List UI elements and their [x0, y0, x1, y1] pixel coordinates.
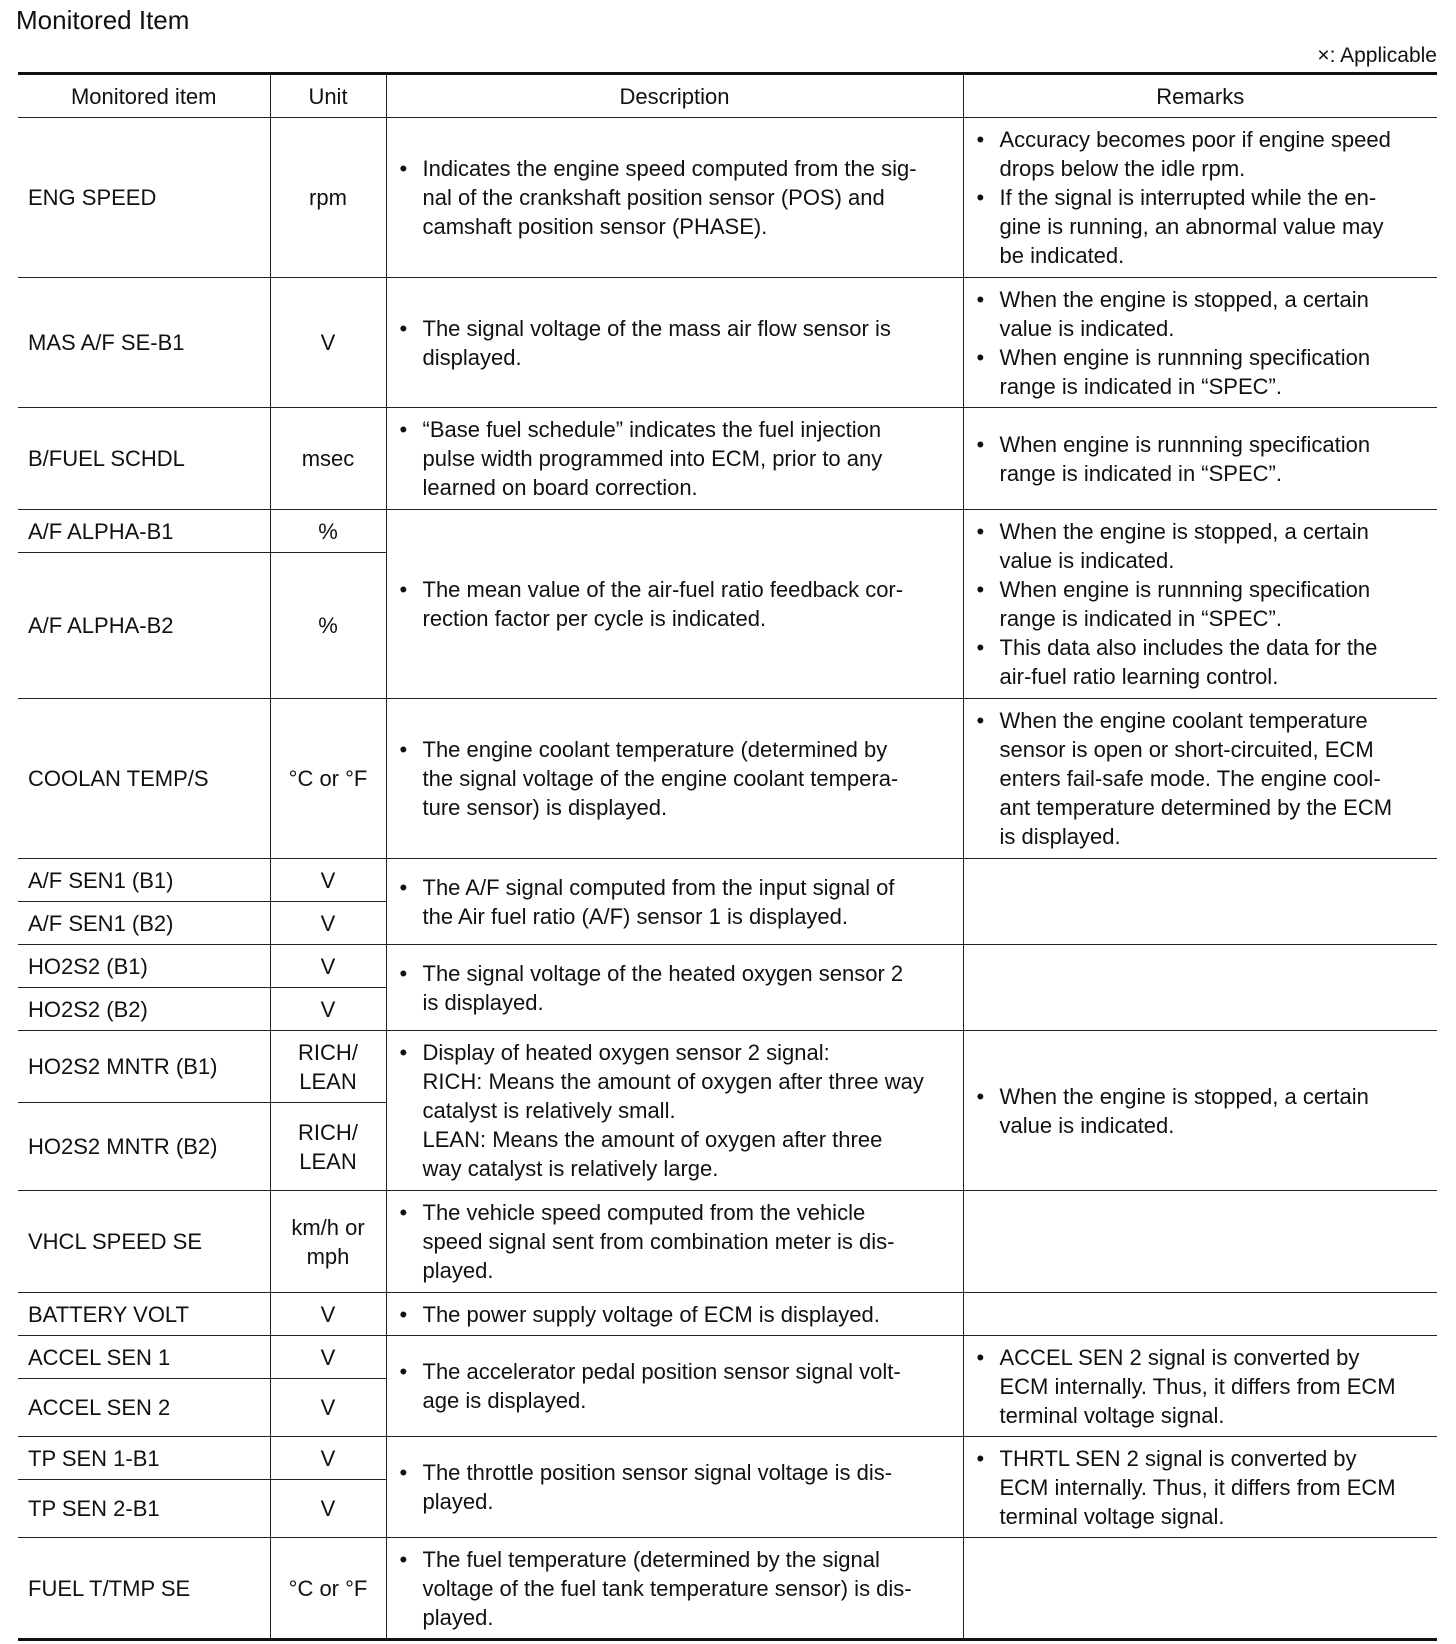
description-bullet: • The engine coolant temperature (determined by the signal voltage of the engine coolant tempera- ture sensor) is displayed. — [423, 735, 953, 822]
header-unit: Unit — [270, 74, 386, 118]
description-bullet: • Display of heated oxygen sensor 2 signal: RICH: Means the amount of oxygen after three way catalyst is relatively small. LEAN: Means the amount of oxygen after three way catalyst is relatively large. — [423, 1038, 953, 1183]
item-remarks — [963, 1437, 1437, 1538]
item-unit: km/h or mph — [270, 1191, 386, 1293]
item-name: VHCL SPEED SE — [18, 1191, 270, 1293]
table-row — [18, 1336, 1437, 1379]
item-remarks — [963, 510, 1437, 699]
item-description — [386, 1538, 963, 1640]
item-remarks — [963, 118, 1437, 278]
item-remarks — [963, 278, 1437, 408]
item-name: A/F SEN1 (B1) — [18, 859, 270, 902]
item-unit: % — [270, 510, 386, 553]
remark-bullet: • THRTL SEN 2 signal is converted by ECM internally. Thus, it differs from ECM terminal voltage signal. — [1000, 1444, 1428, 1531]
remark-bullet: • ACCEL SEN 2 signal is converted by ECM internally. Thus, it differs from ECM terminal voltage signal. — [1000, 1343, 1428, 1430]
item-name: FUEL T/TMP SE — [18, 1538, 270, 1640]
description-bullet: • The power supply voltage of ECM is displayed. — [423, 1300, 953, 1329]
description-bullet: • The signal voltage of the mass air flow sensor is displayed. — [423, 314, 953, 372]
item-unit: V — [270, 278, 386, 408]
item-name: HO2S2 MNTR (B1) — [18, 1031, 270, 1103]
item-name: HO2S2 (B2) — [18, 988, 270, 1031]
item-name: MAS A/F SE-B1 — [18, 278, 270, 408]
item-unit: V — [270, 945, 386, 988]
item-unit: RICH/ LEAN — [270, 1103, 386, 1191]
item-description — [386, 510, 963, 699]
description-bullet: • The throttle position sensor signal voltage is dis- played. — [423, 1458, 953, 1516]
item-name: TP SEN 2-B1 — [18, 1480, 270, 1538]
description-bullet: • Indicates the engine speed computed from the sig- nal of the crankshaft position sensor (POS) and camshaft position sensor (PHASE). — [423, 154, 953, 241]
table-row — [18, 699, 1437, 859]
table-row — [18, 408, 1437, 510]
item-unit: V — [270, 1480, 386, 1538]
item-unit: V — [270, 988, 386, 1031]
description-bullet: • The vehicle speed computed from the vehicle speed signal sent from combination meter is dis- played. — [423, 1198, 953, 1285]
applicable-legend: ×: Applicable — [1317, 44, 1437, 67]
table-row — [18, 118, 1437, 278]
remark-bullet: • Accuracy becomes poor if engine speed drops below the idle rpm. — [1000, 125, 1428, 183]
item-description — [386, 118, 963, 278]
item-unit: °C or °F — [270, 699, 386, 859]
table-row — [18, 1538, 1437, 1640]
item-name: A/F ALPHA-B2 — [18, 553, 270, 699]
table-row — [18, 1437, 1437, 1480]
remark-bullet: • If the signal is interrupted while the en- gine is running, an abnormal value may be indicated. — [1000, 183, 1428, 270]
item-name: BATTERY VOLT — [18, 1293, 270, 1336]
item-description — [386, 408, 963, 510]
header-remarks: Remarks — [963, 74, 1437, 118]
header-description: Description — [386, 74, 963, 118]
item-description — [386, 278, 963, 408]
item-unit: °C or °F — [270, 1538, 386, 1640]
item-name: HO2S2 (B1) — [18, 945, 270, 988]
remark-bullet: • When the engine is stopped, a certain value is indicated. — [1000, 1082, 1428, 1140]
remark-bullet: • When engine is runnning specification range is indicated in “SPEC”. — [1000, 430, 1428, 488]
remark-bullet: • When engine is runnning specification range is indicated in “SPEC”. — [1000, 343, 1428, 401]
item-description — [386, 699, 963, 859]
item-remarks — [963, 945, 1437, 1031]
item-remarks — [963, 1191, 1437, 1293]
item-unit: V — [270, 902, 386, 945]
item-unit: V — [270, 1437, 386, 1480]
description-bullet: • The fuel temperature (determined by the signal voltage of the fuel tank temperature sensor) is dis- played. — [423, 1545, 953, 1632]
item-unit: V — [270, 859, 386, 902]
item-name: A/F SEN1 (B2) — [18, 902, 270, 945]
table-row — [18, 1191, 1437, 1293]
description-bullet: • The accelerator pedal position sensor signal volt- age is displayed. — [423, 1357, 953, 1415]
item-name: ACCEL SEN 2 — [18, 1379, 270, 1437]
item-name: COOLAN TEMP/S — [18, 699, 270, 859]
item-remarks — [963, 1293, 1437, 1336]
item-description — [386, 1437, 963, 1538]
item-unit: V — [270, 1336, 386, 1379]
item-remarks — [963, 408, 1437, 510]
item-name: HO2S2 MNTR (B2) — [18, 1103, 270, 1191]
item-remarks — [963, 859, 1437, 945]
monitored-item-table — [18, 72, 1437, 1641]
item-description — [386, 1031, 963, 1191]
header-monitored-item: Monitored item — [18, 74, 270, 118]
item-description — [386, 945, 963, 1031]
item-remarks — [963, 1031, 1437, 1191]
remark-bullet: • This data also includes the data for the air-fuel ratio learning control. — [1000, 633, 1428, 691]
item-name: ENG SPEED — [18, 118, 270, 278]
item-description — [386, 1336, 963, 1437]
table-header-row — [18, 74, 1437, 118]
table-row — [18, 1293, 1437, 1336]
item-name: TP SEN 1-B1 — [18, 1437, 270, 1480]
item-unit: V — [270, 1293, 386, 1336]
remark-bullet: • When engine is runnning specification range is indicated in “SPEC”. — [1000, 575, 1428, 633]
table-row — [18, 1031, 1437, 1103]
table-row — [18, 510, 1437, 553]
description-bullet: • “Base fuel schedule” indicates the fuel injection pulse width programmed into ECM, prior to any learned on board correction. — [423, 415, 953, 502]
item-unit: rpm — [270, 118, 386, 278]
item-description — [386, 1191, 963, 1293]
table-row — [18, 859, 1437, 902]
item-unit: msec — [270, 408, 386, 510]
item-name: ACCEL SEN 1 — [18, 1336, 270, 1379]
item-description — [386, 859, 963, 945]
item-unit: RICH/ LEAN — [270, 1031, 386, 1103]
item-name: A/F ALPHA-B1 — [18, 510, 270, 553]
item-description — [386, 1293, 963, 1336]
description-bullet: • The signal voltage of the heated oxygen sensor 2 is displayed. — [423, 959, 953, 1017]
page-title: Monitored Item — [16, 5, 190, 35]
item-remarks — [963, 1336, 1437, 1437]
item-remarks — [963, 699, 1437, 859]
item-remarks — [963, 1538, 1437, 1640]
remark-bullet: • When the engine is stopped, a certain value is indicated. — [1000, 517, 1428, 575]
table-row — [18, 945, 1437, 988]
description-bullet: • The A/F signal computed from the input signal of the Air fuel ratio (A/F) sensor 1 is displayed. — [423, 873, 953, 931]
item-unit: % — [270, 553, 386, 699]
table-row — [18, 278, 1437, 408]
item-unit: V — [270, 1379, 386, 1437]
remark-bullet: • When the engine is stopped, a certain value is indicated. — [1000, 285, 1428, 343]
description-bullet: • The mean value of the air-fuel ratio feedback cor- rection factor per cycle is indicated. — [423, 575, 953, 633]
item-name: B/FUEL SCHDL — [18, 408, 270, 510]
remark-bullet: • When the engine coolant temperature sensor is open or short-circuited, ECM enters fail-safe mode. The engine cool- ant temperature determined by the ECM is displayed. — [1000, 706, 1428, 851]
